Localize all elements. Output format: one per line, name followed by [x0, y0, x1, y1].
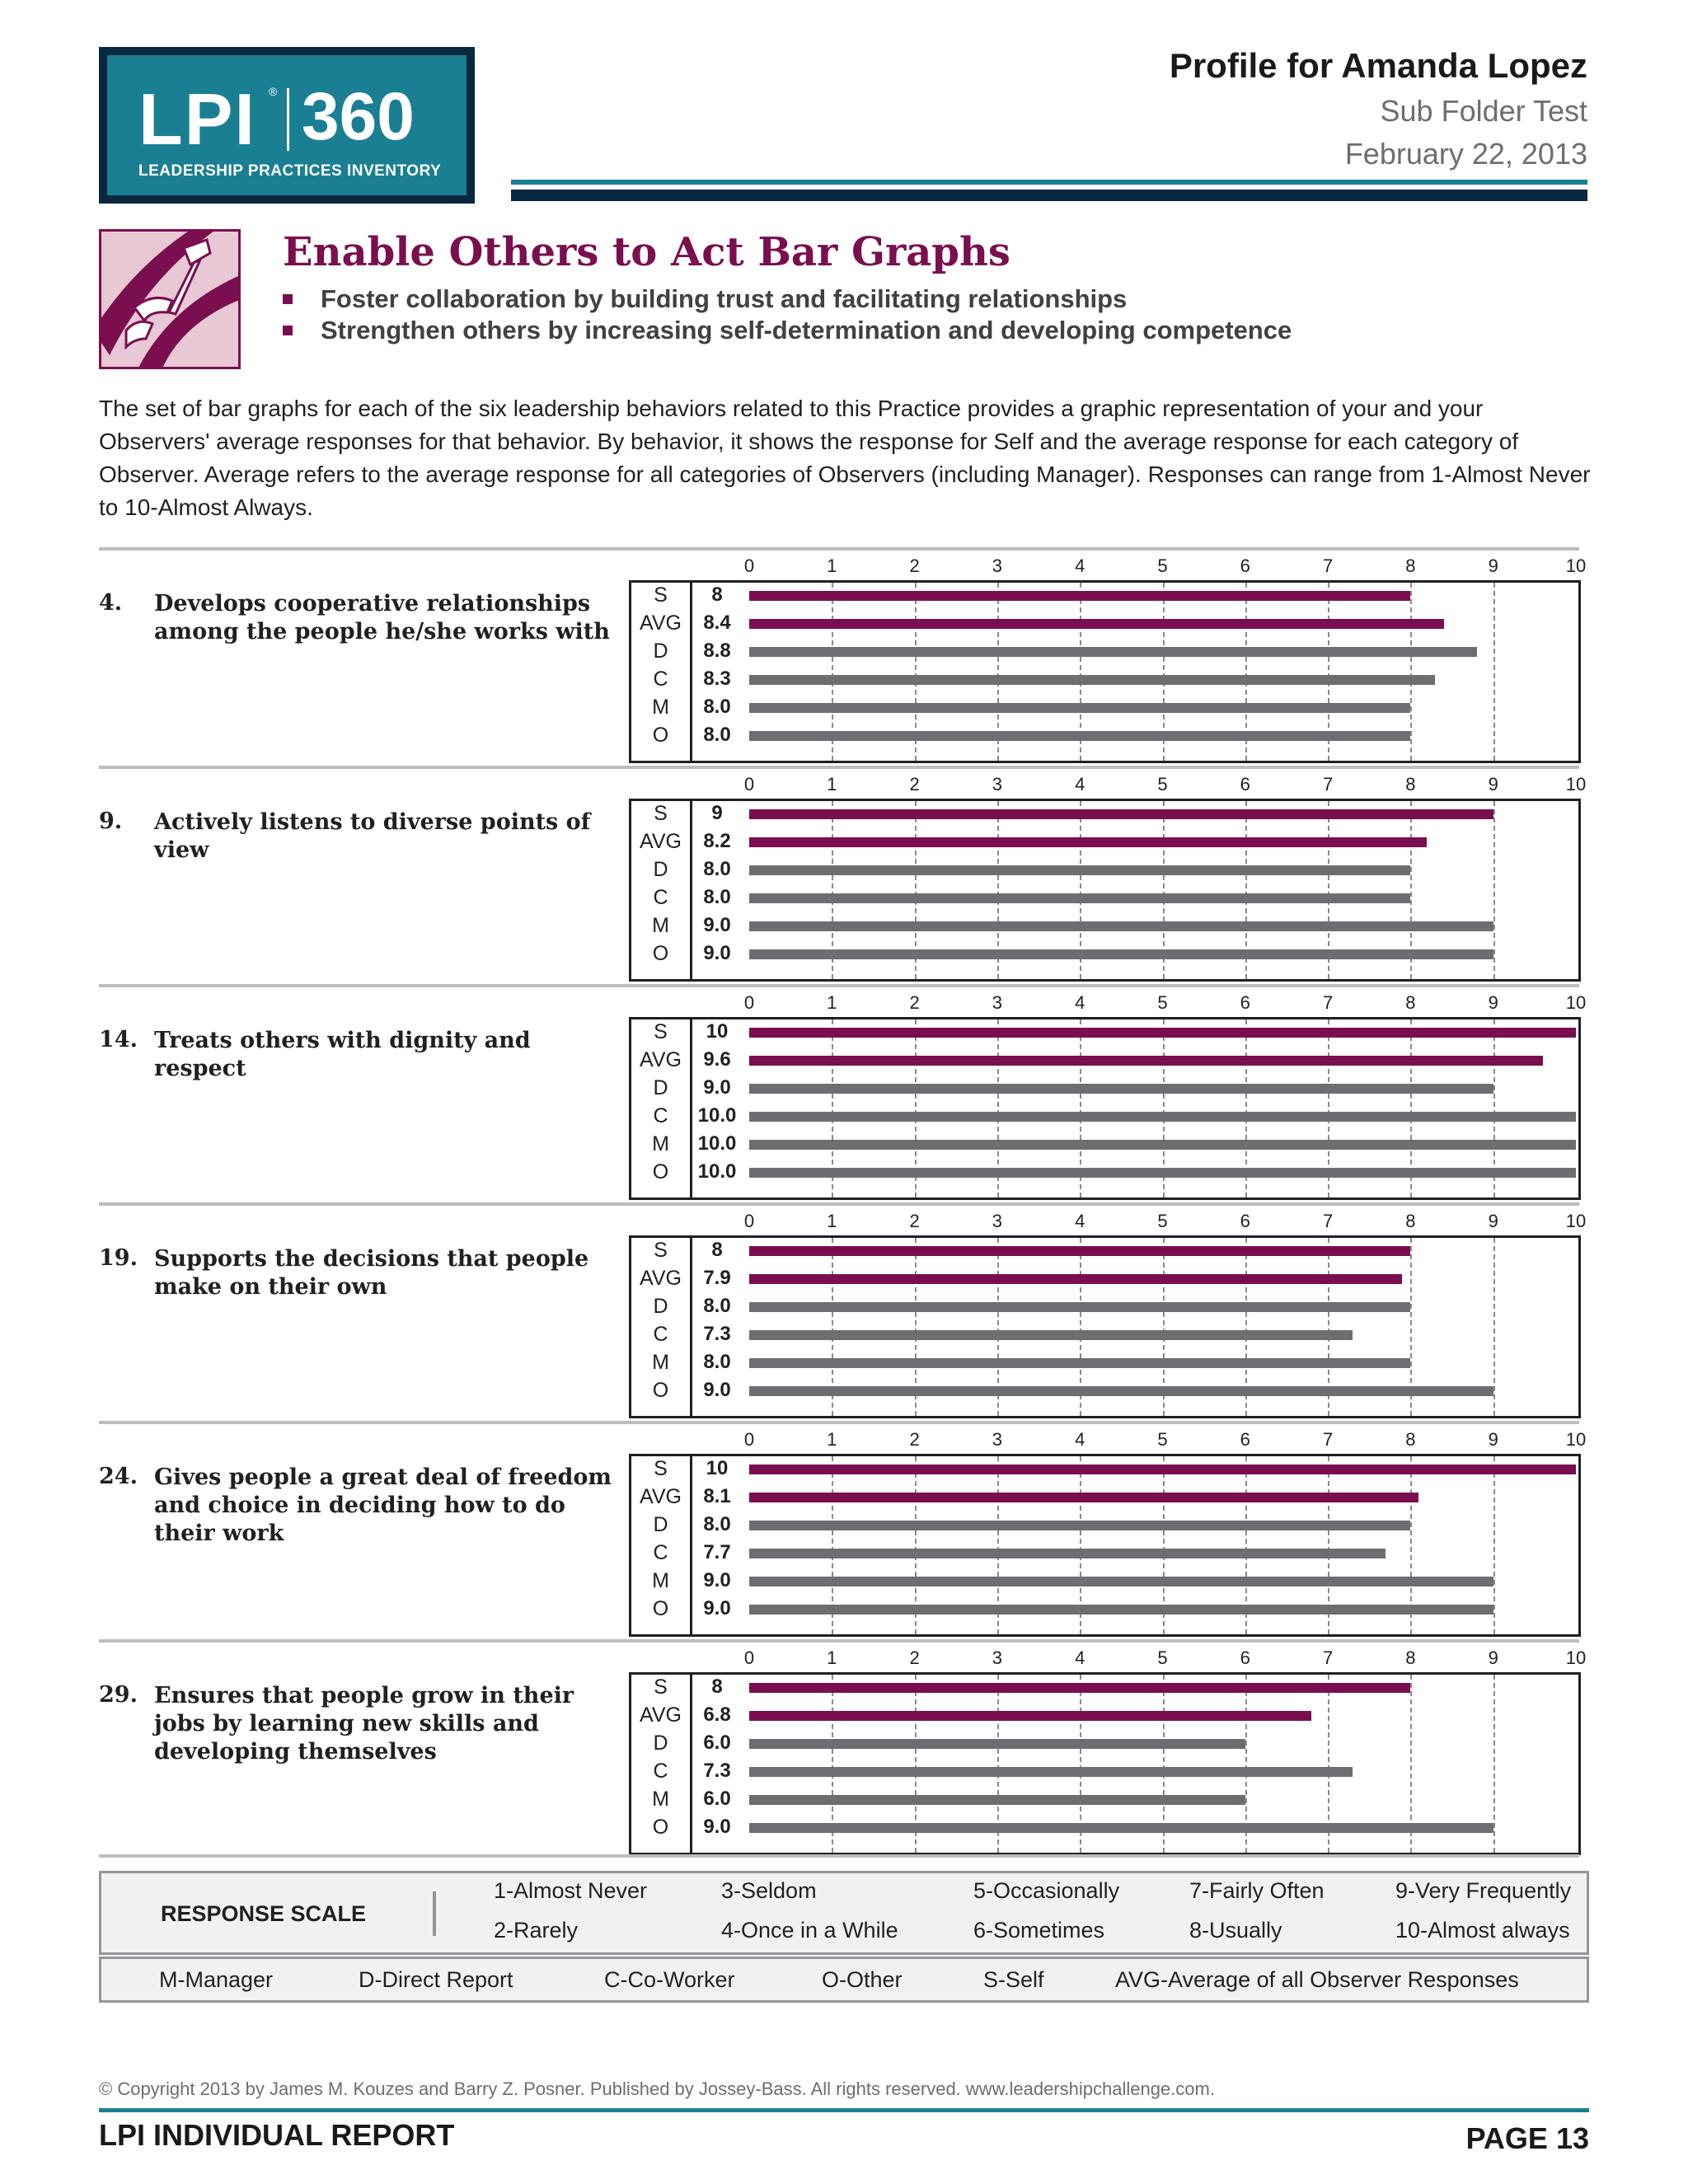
footer-rule — [99, 2108, 1589, 2112]
item-statement: Supports the decisions that people make on their own — [154, 1246, 589, 1300]
category-label: C — [653, 886, 668, 909]
observer-bar — [749, 865, 1410, 875]
x-tick-label: 10 — [1565, 1429, 1587, 1450]
x-tick-label: 9 — [1488, 774, 1498, 794]
item-number: 29. — [99, 1682, 138, 1708]
category-label: S — [654, 1675, 668, 1699]
self-bar — [749, 1465, 1576, 1474]
x-tick-label: 0 — [743, 555, 755, 576]
x-tick-label: 2 — [909, 1211, 920, 1231]
observer-bar — [749, 1577, 1493, 1586]
bar-graph — [629, 799, 1581, 982]
item-statement: Treats others with dignity and respect — [154, 1028, 531, 1081]
bar-graph — [629, 1235, 1581, 1418]
x-tick-label: 7 — [1322, 1429, 1334, 1450]
x-tick-label: 8 — [1405, 1647, 1416, 1668]
category-label: D — [653, 1076, 668, 1099]
row-divider — [99, 1202, 1579, 1206]
observer-bar — [749, 675, 1435, 685]
category-label: S — [654, 802, 668, 825]
category-label: C — [653, 1760, 668, 1783]
data-label: 6.8 — [703, 1704, 731, 1726]
x-tick-label: 5 — [1157, 992, 1168, 1013]
row-divider — [99, 766, 1579, 769]
bar-graph — [629, 1017, 1581, 1200]
observer-bar — [749, 1739, 1245, 1749]
category-label: O — [652, 1379, 669, 1402]
item-number: 24. — [99, 1464, 138, 1489]
x-tick-label: 3 — [992, 992, 1003, 1013]
item-statement: Ensures that people grow in their jobs by learning new skills and developing themselves — [154, 1683, 574, 1765]
category-label: O — [652, 1597, 669, 1620]
x-tick-label: 10 — [1565, 774, 1587, 794]
observer-bar — [749, 921, 1493, 931]
data-label: 8 — [711, 1675, 723, 1698]
gridline — [1410, 583, 1412, 761]
observer-bar — [749, 1823, 1493, 1833]
scale-item: 10-Almost always — [1395, 1918, 1570, 1943]
x-tick-label: 7 — [1322, 992, 1334, 1013]
category-label: S — [654, 1457, 668, 1480]
data-label: 8 — [711, 1239, 723, 1261]
x-tick-label: 5 — [1157, 1647, 1168, 1668]
practice-title: Enable Others to Act Bar Graphs — [283, 229, 1010, 275]
data-label: 8 — [711, 583, 723, 606]
key-item: D-Direct Report — [359, 1967, 513, 1992]
x-tick-label: 7 — [1322, 1211, 1334, 1231]
bar-graph — [629, 580, 1581, 763]
observer-bar — [749, 1795, 1245, 1805]
key-item: C-Co-Worker — [604, 1967, 735, 1992]
category-label: M — [652, 914, 669, 937]
average-bar — [749, 619, 1444, 629]
bar-graph — [629, 1454, 1581, 1637]
category-label: M — [652, 1132, 669, 1155]
scale-item: 8-Usually — [1189, 1918, 1282, 1943]
row-divider — [99, 984, 1579, 987]
data-label: 8.0 — [703, 858, 731, 880]
data-label: 6.0 — [703, 1732, 731, 1754]
average-bar — [749, 1274, 1402, 1284]
category-label: O — [652, 942, 669, 965]
x-tick-label: 6 — [1240, 1211, 1250, 1231]
commitment-bullet: Foster collaboration by building trust and facilitating relationships — [283, 284, 1292, 315]
category-label: AVG — [640, 830, 682, 853]
x-tick-label: 10 — [1565, 555, 1587, 576]
x-tick-label: 2 — [909, 555, 920, 576]
response-scale-title: RESPONSE SCALE — [161, 1901, 367, 1926]
observer-bar — [749, 1112, 1576, 1122]
category-label: O — [652, 1816, 669, 1839]
data-label: 8.4 — [703, 612, 731, 634]
data-label: 9.0 — [703, 1076, 731, 1099]
item-statement: Develops cooperative relationships among the people he/she works with — [154, 591, 610, 644]
x-tick-label: 10 — [1565, 1211, 1587, 1231]
gridline — [1493, 1675, 1495, 1853]
scale-item: 6-Sometimes — [973, 1918, 1105, 1943]
observer-bar — [749, 949, 1493, 959]
x-tick-label: 5 — [1157, 1429, 1168, 1450]
response-scale — [99, 1871, 1589, 1955]
category-label: S — [654, 1020, 668, 1043]
data-label: 9.0 — [703, 1569, 731, 1591]
data-label: 8.0 — [703, 696, 731, 718]
lpi-360-logo — [99, 47, 475, 204]
x-tick-label: 2 — [909, 1647, 920, 1668]
data-label: 10 — [706, 1457, 729, 1479]
scale-item: 9-Very Frequently — [1395, 1878, 1572, 1903]
data-label: 7.9 — [703, 1267, 731, 1289]
intro-paragraph: The set of bar graphs for each of the six leadership behaviors related to this Practice provides a graphic representation of your and your Observers' average responses for that behavior. By behavior, it shows the response for Self and the average response for each category of Observer. Average refers to the average response for all categories of Observers (including Manager). Responses can range from 1-Almost Never to 10-Almost Always. — [99, 396, 1591, 520]
header-rule-bold — [511, 190, 1587, 201]
category-label: D — [653, 1732, 668, 1755]
data-label: 9.6 — [703, 1048, 731, 1071]
x-tick-label: 0 — [743, 992, 755, 1013]
data-label: 7.7 — [703, 1541, 731, 1563]
data-label: 9.0 — [703, 1379, 731, 1401]
scale-item: 3-Seldom — [721, 1878, 817, 1903]
observer-bar — [749, 1386, 1493, 1396]
data-label: 8.0 — [703, 724, 731, 746]
x-tick-label: 7 — [1322, 1647, 1334, 1668]
item-number: 9. — [99, 808, 123, 834]
average-bar — [749, 1056, 1543, 1066]
category-label: AVG — [640, 1485, 682, 1508]
x-tick-label: 8 — [1405, 774, 1416, 794]
category-label: D — [653, 1513, 668, 1536]
item-statement: Actively listens to diverse points of view — [154, 809, 591, 863]
category-label: C — [653, 1104, 668, 1127]
self-bar — [749, 1246, 1410, 1256]
x-tick-label: 2 — [909, 774, 920, 794]
x-tick-label: 9 — [1488, 555, 1498, 576]
key-item: M-Manager — [159, 1967, 274, 1992]
x-tick-label: 10 — [1565, 1647, 1587, 1668]
x-tick-label: 4 — [1075, 1211, 1085, 1231]
category-label: M — [652, 1569, 669, 1592]
category-label: AVG — [640, 1267, 682, 1290]
item-number: 14. — [99, 1027, 138, 1052]
category-label: D — [653, 640, 668, 663]
gridline — [1493, 583, 1495, 761]
self-bar — [749, 1028, 1576, 1038]
x-tick-label: 1 — [827, 1429, 837, 1450]
x-tick-label: 6 — [1240, 774, 1250, 794]
category-label: O — [652, 1160, 669, 1183]
x-tick-label: 0 — [743, 1647, 755, 1668]
observer-bar — [749, 1168, 1576, 1178]
data-label: 10.0 — [697, 1104, 737, 1127]
x-tick-label: 8 — [1405, 1429, 1416, 1450]
x-tick-label: 5 — [1157, 774, 1168, 794]
x-tick-label: 10 — [1565, 992, 1587, 1013]
profile-folder: Sub Folder Test — [1380, 94, 1587, 128]
data-label: 8.3 — [703, 668, 731, 690]
observer-bar — [749, 1521, 1410, 1530]
x-tick-label: 5 — [1157, 555, 1168, 576]
observer-bar — [749, 1084, 1493, 1094]
logo-divider — [287, 88, 289, 151]
x-tick-label: 0 — [743, 1429, 755, 1450]
x-tick-label: 4 — [1075, 1429, 1085, 1450]
data-label: 8.0 — [703, 886, 731, 908]
average-bar — [749, 1711, 1311, 1721]
data-label: 8.1 — [703, 1485, 731, 1507]
observer-bar — [749, 1549, 1386, 1558]
data-label: 10 — [706, 1020, 729, 1043]
observer-bar — [749, 1302, 1410, 1312]
observer-bar — [749, 1140, 1576, 1150]
x-tick-label: 5 — [1157, 1211, 1168, 1231]
self-bar — [749, 1683, 1410, 1693]
scale-item: 5-Occasionally — [973, 1878, 1120, 1903]
item-number: 4. — [99, 590, 123, 616]
category-label: O — [652, 724, 669, 747]
data-label: 8.0 — [703, 1351, 731, 1373]
x-tick-label: 1 — [827, 1211, 837, 1231]
x-tick-label: 7 — [1322, 774, 1334, 794]
x-tick-label: 8 — [1405, 1211, 1416, 1231]
x-tick-label: 9 — [1488, 1647, 1498, 1668]
x-tick-label: 6 — [1240, 1647, 1250, 1668]
category-label: D — [653, 858, 668, 881]
data-label: 6.0 — [703, 1788, 731, 1810]
x-tick-label: 4 — [1075, 992, 1085, 1013]
x-tick-label: 0 — [743, 1211, 755, 1231]
x-tick-label: 1 — [827, 1647, 837, 1668]
data-label: 9.0 — [703, 1816, 731, 1838]
observer-bar — [749, 703, 1410, 713]
data-label: 8.0 — [703, 1513, 731, 1535]
category-label: M — [652, 1788, 669, 1811]
hands-passing-torch-icon — [99, 229, 241, 369]
x-tick-label: 4 — [1075, 1647, 1085, 1668]
x-tick-label: 2 — [909, 992, 920, 1013]
key-item: S-Self — [983, 1967, 1044, 1992]
category-label: AVG — [640, 612, 682, 635]
observer-bar — [749, 647, 1477, 657]
observer-bar — [749, 893, 1410, 903]
item-number: 19. — [99, 1245, 138, 1271]
gridline — [1493, 1456, 1495, 1634]
logo-subtitle: LEADERSHIP PRACTICES INVENTORY — [138, 162, 442, 180]
scale-item: 4-Once in a While — [721, 1918, 898, 1943]
data-label: 9.0 — [703, 942, 731, 964]
key-item: AVG-Average of all Observer Responses — [1115, 1967, 1519, 1992]
data-label: 8.0 — [703, 1295, 731, 1317]
data-label: 7.3 — [703, 1760, 731, 1782]
report-name: LPI INDIVIDUAL REPORT — [99, 2118, 455, 2152]
copyright-notice: © Copyright 2013 by James M. Kouzes and Barry Z. Posner. Published by Jossey-Bass. All rights reserved. www.leadershipchallenge.com. — [99, 2079, 1215, 2099]
self-bar — [749, 591, 1410, 601]
profile-title: Profile for Amanda Lopez — [1169, 46, 1587, 85]
scale-item: 2-Rarely — [494, 1918, 579, 1943]
row-divider — [99, 547, 1579, 551]
row-divider — [99, 1854, 1579, 1858]
average-bar — [749, 837, 1427, 847]
x-tick-label: 9 — [1488, 992, 1498, 1013]
item-statement: Gives people a great deal of freedom and choice in deciding how to do their work — [154, 1465, 612, 1546]
practice-commitments — [283, 284, 1292, 346]
key-item: O-Other — [822, 1967, 903, 1992]
observer-bar — [749, 1330, 1353, 1340]
x-tick-label: 3 — [992, 1647, 1003, 1668]
header-rule — [511, 180, 1587, 185]
x-tick-label: 4 — [1075, 774, 1085, 794]
x-tick-label: 3 — [992, 1429, 1003, 1450]
profile-date: February 22, 2013 — [1344, 137, 1587, 171]
bar-graph — [629, 1672, 1581, 1855]
category-label: S — [654, 583, 668, 607]
category-label: AVG — [640, 1048, 682, 1071]
x-tick-label: 1 — [827, 992, 837, 1013]
category-label: M — [652, 696, 669, 719]
category-label: AVG — [640, 1704, 682, 1727]
x-tick-label: 9 — [1488, 1211, 1498, 1231]
row-divider — [99, 1421, 1579, 1424]
gridline — [1493, 1238, 1495, 1416]
observer-bar — [749, 1767, 1353, 1777]
x-tick-label: 9 — [1488, 1429, 1498, 1450]
category-label: S — [654, 1239, 668, 1262]
x-tick-label: 0 — [743, 774, 755, 794]
data-label: 9.0 — [703, 914, 731, 936]
response-scale-divider — [433, 1891, 436, 1936]
logo-trademark: ® — [269, 85, 278, 98]
self-bar — [749, 809, 1493, 819]
category-label: C — [653, 1541, 668, 1564]
x-tick-label: 6 — [1240, 992, 1250, 1013]
scale-item: 7-Fairly Often — [1189, 1878, 1325, 1903]
x-tick-label: 6 — [1240, 1429, 1250, 1450]
category-label: C — [653, 1323, 668, 1346]
data-label: 10.0 — [697, 1160, 737, 1183]
data-label: 10.0 — [697, 1132, 737, 1155]
logo-360-text: 360 — [302, 79, 415, 154]
observer-bar — [749, 731, 1410, 741]
x-tick-label: 2 — [909, 1429, 920, 1450]
x-tick-label: 1 — [827, 555, 837, 576]
data-label: 7.3 — [703, 1323, 731, 1345]
x-tick-label: 7 — [1322, 555, 1334, 576]
commitment-bullet: Strengthen others by increasing self-determination and developing competence — [283, 315, 1292, 346]
category-label: C — [653, 668, 668, 691]
data-label: 9.0 — [703, 1597, 731, 1619]
data-label: 9 — [711, 802, 723, 824]
x-tick-label: 1 — [827, 774, 837, 794]
category-label: D — [653, 1295, 668, 1318]
logo-lpi-text: LPI — [138, 78, 256, 160]
page-number: PAGE 13 — [1465, 2121, 1589, 2155]
average-bar — [749, 1493, 1418, 1502]
data-label: 8.8 — [703, 640, 731, 662]
x-tick-label: 4 — [1075, 555, 1085, 576]
observer-bar — [749, 1358, 1410, 1368]
x-tick-label: 3 — [992, 1211, 1003, 1231]
category-label: M — [652, 1351, 669, 1374]
respondent-key — [99, 1957, 1589, 2003]
row-divider — [99, 1639, 1579, 1643]
gridline — [1493, 801, 1495, 979]
x-tick-label: 6 — [1240, 555, 1250, 576]
x-tick-label: 3 — [992, 774, 1003, 794]
x-tick-label: 8 — [1405, 555, 1416, 576]
x-tick-label: 3 — [992, 555, 1003, 576]
data-label: 8.2 — [703, 830, 731, 852]
x-tick-label: 8 — [1405, 992, 1416, 1013]
observer-bar — [749, 1605, 1493, 1615]
scale-item: 1-Almost Never — [494, 1878, 648, 1903]
